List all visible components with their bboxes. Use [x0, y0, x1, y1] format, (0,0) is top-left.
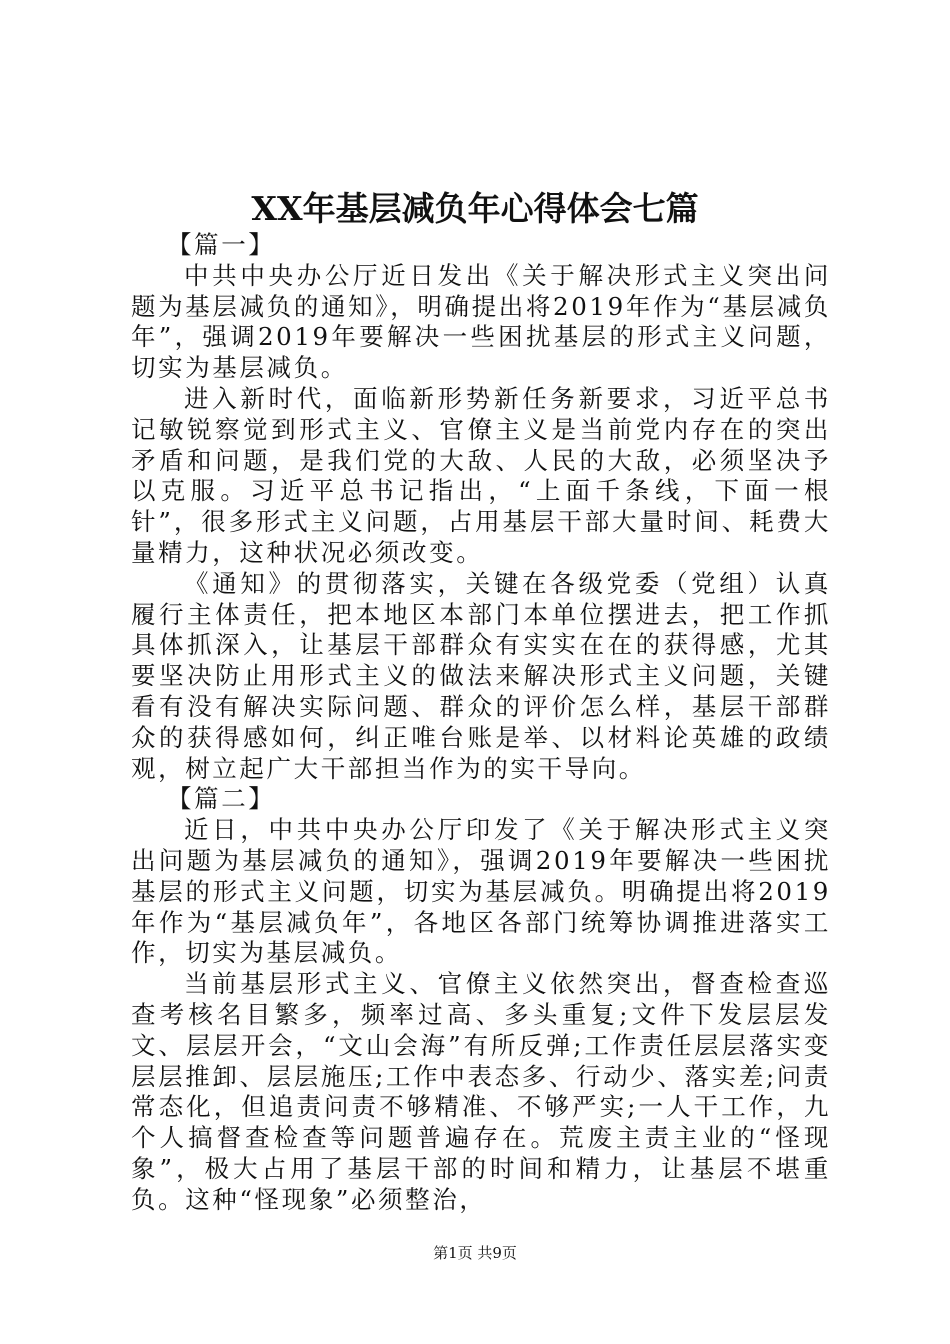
paragraph: 当前基层形式主义、官僚主义依然突出，督查检查巡查考核名目繁多，频率过高、多头重复;文件下发层层发文、层层开会，“文山会海”有所反弹;工作责任层层落实变层层推卸、层层施压;工作中表态多、行动少、落实差;问责常态化，但追责问责不够精准、不够严实;一人干工作，九个人搞督查检查等问题普遍存在。荒废主责主业的“怪现象”，极大占用了基层干部的时间和精力，让基层不堪重负。这种“怪现象”必须整治， — [131, 969, 831, 1214]
section-1 — [131, 230, 831, 784]
document-body — [131, 230, 831, 1216]
page-number-footer: 第1页 共9页 — [433, 1244, 517, 1262]
paragraph: 近日，中共中央办公厅印发了《关于解决形式主义突出问题为基层减负的通知》，强调2019年要解决一些困扰基层的形式主义问题，切实为基层减负。明确提出将2019年作为“基层减负年”，各地区各部门统筹协调推进落实工作，切实为基层减负。 — [131, 815, 831, 968]
document-title: XX年基层减负年心得体会七篇 — [251, 189, 699, 228]
section-2 — [131, 784, 831, 1215]
section-heading: 【篇二】 — [167, 784, 276, 814]
paragraph: 中共中央办公厅近日发出《关于解决形式主义突出问题为基层减负的通知》，明确提出将2019年作为“基层减负年”，强调2019年要解决一些困扰基层的形式主义问题，切实为基层减负。 — [131, 260, 831, 383]
paragraph: 进入新时代，面临新形势新任务新要求，习近平总书记敏锐察觉到形式主义、官僚主义是当前党内存在的突出矛盾和问题，是我们党的大敌、人民的大敌，必须坚决予以克服。习近平总书记指出，“上面千条线，下面一根针”，很多形式主义问题，占用基层干部大量时间、耗费大量精力，这种状况必须改变。 — [131, 383, 831, 567]
paragraph: 《通知》的贯彻落实，关键在各级党委（党组）认真履行主体责任，把本地区本部门本单位摆进去，把工作抓具体抓深入，让基层干部群众有实实在在的获得感，尤其要坚决防止用形式主义的做法来解决形式主义问题，关键看有没有解决实际问题、群众的评价怎么样，基层干部群众的获得感如何，纠正唯台账是举、以材料论英雄的政绩观，树立起广大干部担当作为的实干导向。 — [131, 568, 831, 783]
section-heading: 【篇一】 — [167, 230, 276, 259]
